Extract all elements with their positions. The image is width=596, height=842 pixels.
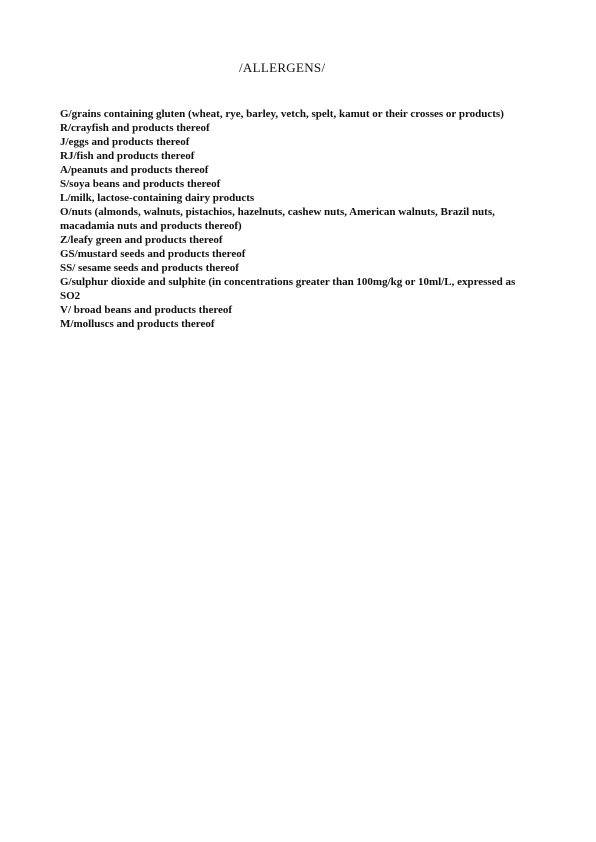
- allergen-item-leafy-green: Z/leafy green and products thereof: [60, 234, 223, 246]
- allergen-item-milk: L/milk, lactose-containing dairy products: [60, 192, 255, 204]
- allergen-item-sulphites: G/sulphur dioxide and sulphite (in concentrations greater than 100mg/kg or 10ml/L, expressed as SO2: [60, 276, 516, 302]
- allergen-item-mustard: GS/mustard seeds and products thereof: [60, 248, 246, 260]
- allergen-item-nuts: O/nuts (almonds, walnuts, pistachios, hazelnuts, cashew nuts, American walnuts, Brazil nuts, macadamia nuts and products thereof): [60, 206, 495, 232]
- allergen-item-sesame: SS/ sesame seeds and products thereof: [60, 262, 239, 274]
- page-title: /ALLERGENS/: [239, 60, 326, 75]
- allergen-item-gluten: G/grains containing gluten (wheat, rye, barley, vetch, spelt, kamut or their crosses or products): [60, 108, 504, 120]
- allergen-item-broad-beans: V/ broad beans and products thereof: [60, 304, 233, 316]
- allergen-item-molluscs: M/molluscs and products thereof: [60, 318, 215, 330]
- allergen-item-crayfish: R/crayfish and products thereof: [60, 122, 210, 134]
- allergen-item-peanuts: A/peanuts and products thereof: [60, 164, 209, 176]
- allergen-item-fish: RJ/fish and products thereof: [60, 150, 195, 162]
- allergen-list: [60, 107, 538, 331]
- allergen-item-eggs: J/eggs and products thereof: [60, 136, 190, 148]
- allergen-item-soya: S/soya beans and products thereof: [60, 178, 221, 190]
